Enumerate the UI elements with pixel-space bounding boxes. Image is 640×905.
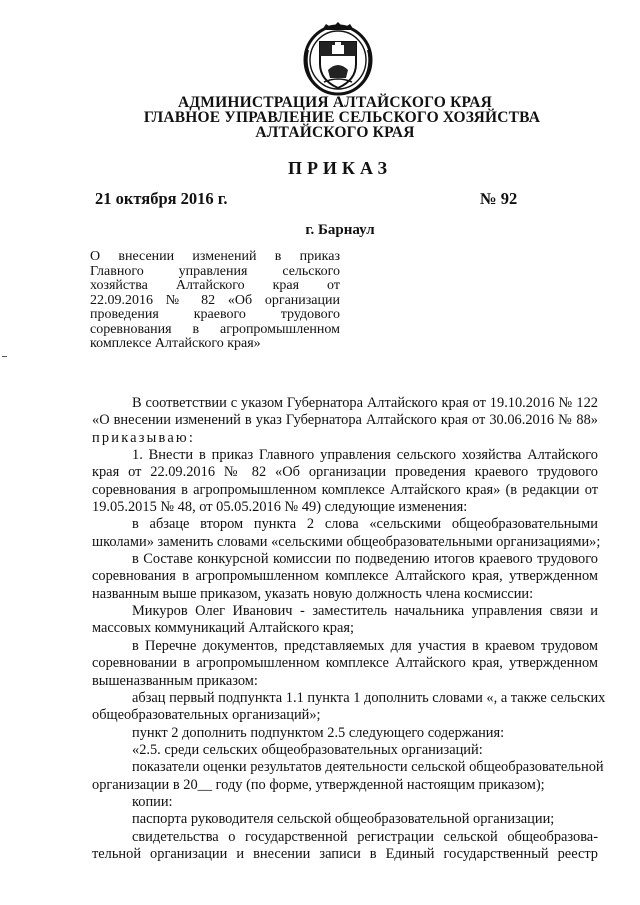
margin-mark <box>2 356 7 357</box>
document-body <box>92 395 606 863</box>
body-line: в абзаце втором пункта 2 слова «сельскими общеобразовательными <box>132 516 598 533</box>
body-line: в Перечне документов, представляемых для участия в краевом трудовом <box>132 637 598 654</box>
body-line: вышеназванным приказом: <box>92 672 258 689</box>
document-number: № 92 <box>480 189 518 208</box>
organization-name-line1: АДМИНИСТРАЦИЯ АЛТАЙСКОГО КРАЯ <box>177 94 493 111</box>
body-line: «2.5. среди сельских общеобразовательных организаций: <box>132 741 483 758</box>
body-line: общеобразовательных организаций»; <box>92 707 321 724</box>
body-line: тельной организации и внесении записи в Единый государственный реестр <box>92 845 598 862</box>
body-line: паспорта руководителя сельской общеобразовательной организации; <box>132 811 555 828</box>
body-line: соревнования в агропромышленном комплексе Алтайского края, утвержденном <box>92 568 598 585</box>
subject-line: О внесении изменений в приказ <box>90 249 340 264</box>
subject-line: хозяйства Алтайского края от <box>90 278 340 293</box>
body-line: копии: <box>132 793 173 810</box>
body-line: организации в 20__ году (по форме, утвержденной настоящим приказом); <box>92 776 545 793</box>
body-line: В соответствии с указом Губернатора Алтайского края от 19.10.2016 № 122 <box>132 395 598 411</box>
organization-name-line2: ГЛАВНОЕ УПРАВЛЕНИЕ СЕЛЬСКОГО ХОЗЯЙСТВА <box>143 109 541 126</box>
document-type-title: ПРИКАЗ <box>287 158 393 178</box>
body-line: соревнования в агропромышленном комплексе Алтайского края» (в редакции от <box>92 481 598 498</box>
subject-line: соревнования в агропромышленном <box>90 321 340 337</box>
organization-name-line3: АЛТАЙСКОГО КРАЯ <box>255 124 415 141</box>
body-line: приказываю: <box>92 429 196 446</box>
document-date: 21 октября 2016 г. <box>95 189 228 208</box>
body-line: 19.05.2015 № 48, от 05.05.2016 № 49) следующие изменения: <box>92 499 468 516</box>
body-line: края от 22.09.2016 № 82 «Об организации проведения краевого трудового <box>92 464 598 481</box>
body-line: абзац первый подпункта 1.1 пункта 1 дополнить словами «, а также сельских <box>132 689 606 706</box>
subject-line: Главного управления сельского <box>90 263 340 279</box>
body-line: «О внесении изменений в указ Губернатора Алтайского края от 30.06.2016 № 88» <box>92 412 598 429</box>
subject-line: комплексе Алтайского края» <box>90 336 261 351</box>
body-line: школами» заменить словами «сельскими общеобразовательными организациями»; <box>92 533 601 550</box>
body-line: пункт 2 дополнить подпунктом 2.5 следующего содержания: <box>132 724 505 741</box>
body-line: свидетельства о государственной регистрации сельской общеобразова- <box>132 828 598 845</box>
body-line: в Составе конкурсной комиссии по подведению итогов краевого трудового <box>132 551 598 568</box>
subject-line: 22.09.2016 № 82 «Об организации <box>90 292 340 308</box>
body-line: соревновании в агропромышленном комплексе Алтайского края, утвержденном <box>92 655 598 672</box>
body-line: Микуров Олег Иванович - заместитель начальника управления связи и <box>132 603 598 620</box>
coat-of-arms-emblem <box>302 20 374 96</box>
body-line: массовых коммуникаций Алтайского края; <box>92 620 354 637</box>
body-line: показатели оценки результатов деятельности сельской общеобразовательной <box>132 759 604 776</box>
subject-line: проведения краевого трудового <box>90 307 340 322</box>
document-subject <box>90 250 340 352</box>
document-city: г. Барнаул <box>305 222 375 238</box>
body-line: названным выше приказом, указать новую должность члена космиссии: <box>92 585 534 602</box>
body-line: 1. Внести в приказ Главного управления сельского хозяйства Алтайского <box>132 447 598 464</box>
